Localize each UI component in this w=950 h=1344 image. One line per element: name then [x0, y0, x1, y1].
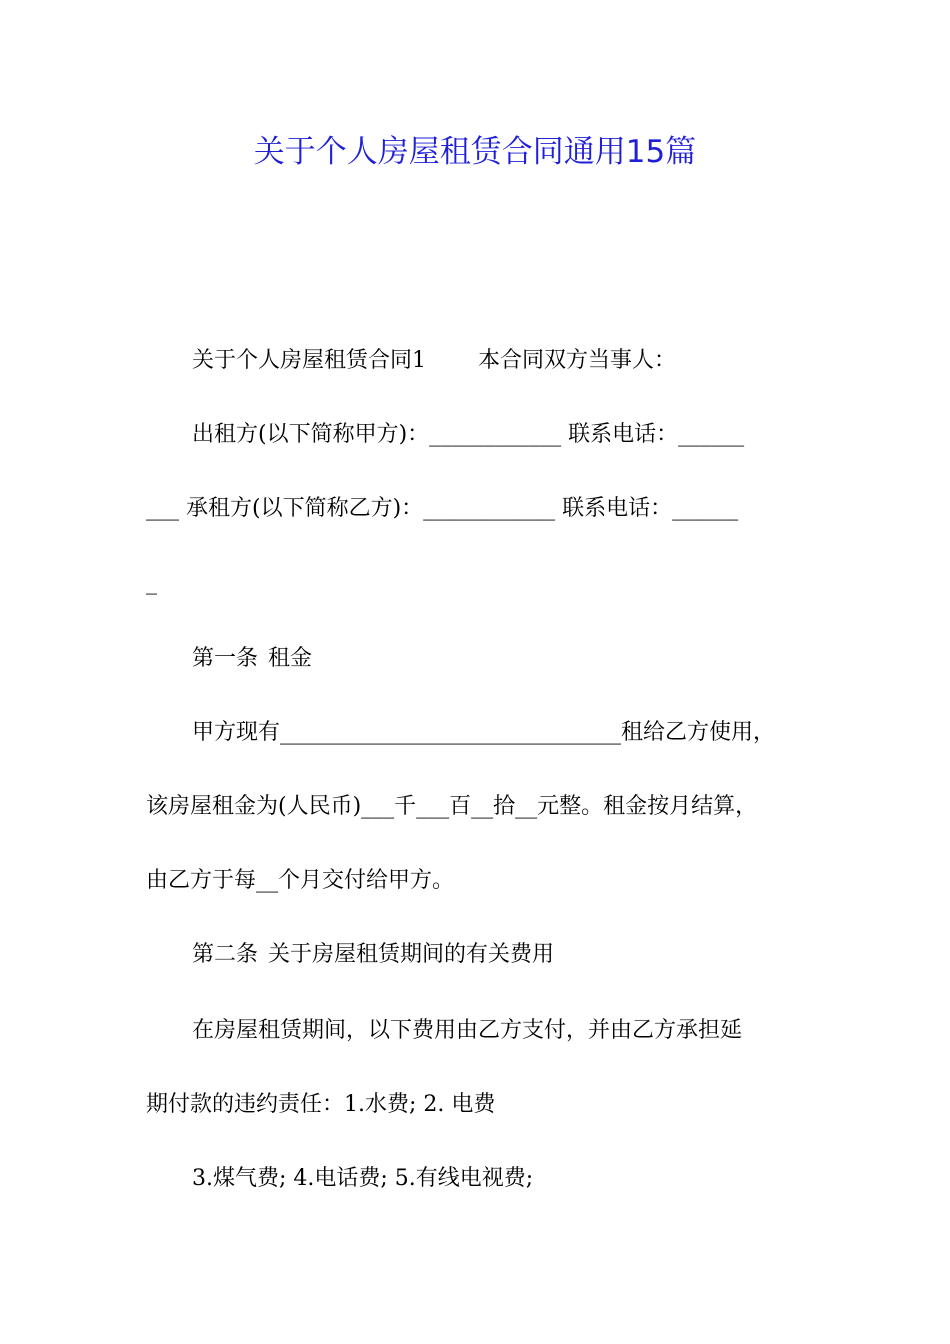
- paragraph-fees-line-2: 期付款的违约责任：1.水费; 2. 电费: [146, 1092, 496, 1117]
- heading-article-two: [192, 940, 554, 970]
- article-two-title: 关于房屋租赁期间的有关费用: [268, 942, 555, 967]
- paragraph-rent-line-3: 由乙方于每__个月交付给甲方。: [146, 868, 455, 893]
- paragraph-contract-intro: [192, 346, 676, 376]
- paragraph-rent-line-1: 甲方现有_______________________________租给乙方使用，: [192, 720, 776, 745]
- article-one-title: 租金: [268, 646, 313, 671]
- heading-article-one: [192, 644, 312, 674]
- paragraph-fees-line-1: 在房屋租赁期间，以下费用由乙方支付，并由乙方承担延: [192, 1018, 743, 1043]
- paragraph-lessee-line: ___ 承租方(以下简称乙方)：____________ 联系电话：______: [146, 496, 739, 521]
- article-one-number: 第一条: [192, 646, 259, 671]
- paragraph-rent-line-2: 该房屋租金为(人民币)___千___百__拾__元整。租金按月结算，: [146, 794, 758, 819]
- contract-number-label: 关于个人房屋租赁合同1: [192, 348, 426, 373]
- article-two-number: 第二条: [192, 942, 259, 967]
- parties-label: 本合同双方当事人：: [478, 348, 677, 373]
- paragraph-underscore-continuation: _: [146, 570, 157, 595]
- paragraph-fees-line-3: 3.煤气费; 4.电话费; 5.有线电视费;: [192, 1166, 534, 1191]
- paragraph-lessor-line: 出租方(以下简称甲方)：____________ 联系电话：______: [192, 422, 745, 447]
- document-title: 关于个人房屋租赁合同通用15篇: [253, 134, 697, 170]
